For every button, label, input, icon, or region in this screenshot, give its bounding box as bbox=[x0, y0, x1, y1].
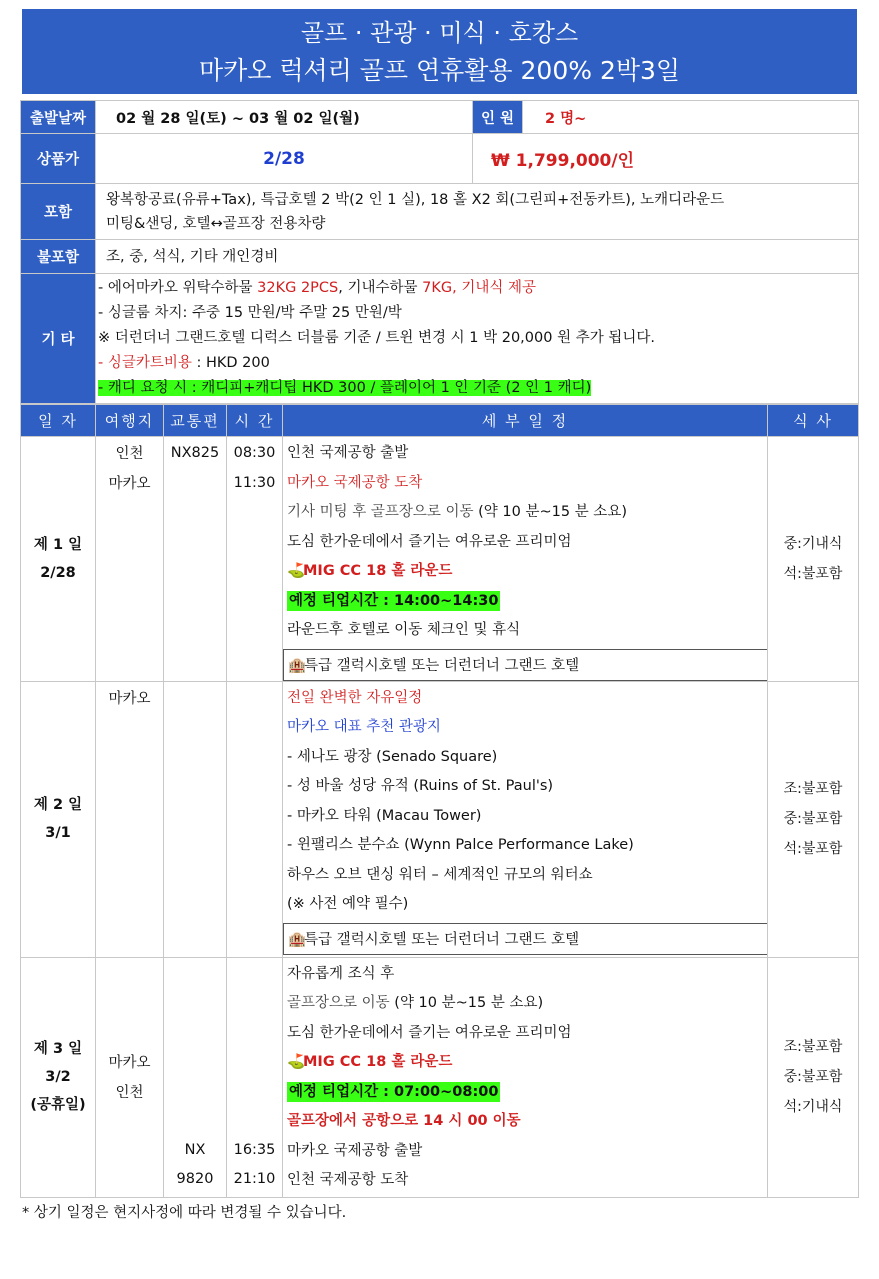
col-header-day: 일 자 bbox=[21, 405, 96, 437]
day-3-destination: 마카오 인천 bbox=[96, 957, 164, 1197]
day-1-destination: 인천 마카오 bbox=[96, 437, 164, 682]
etc-line-2: - 싱글룸 차지: 주중 15 만원/박 주말 25 만원/박 bbox=[98, 305, 402, 321]
day-1-label: 제 1 일 2/28 bbox=[21, 437, 96, 682]
day-1-row bbox=[21, 437, 859, 682]
golf-cart-icon: ⛳ bbox=[287, 563, 306, 579]
header-title: 마카오 럭셔리 골프 연휴활용 200% 2박3일 bbox=[198, 56, 681, 85]
departure-value: 02 월 28 일(토) ~ 03 월 02 일(월) bbox=[96, 101, 473, 134]
day-2-flight bbox=[164, 681, 227, 957]
col-header-transport: 교통편 bbox=[164, 405, 227, 437]
day-2-hotel: 🏨특급 갤럭시호텔 또는 더런더너 그랜드 호텔 bbox=[283, 923, 768, 955]
people-label: 인 원 bbox=[473, 101, 523, 134]
etc-line-3: ※ 더런더너 그랜드호텔 디럭스 더블룸 기준 / 트윈 변경 시 1 박 20,000 원 추가 됩니다. bbox=[98, 330, 655, 346]
price-value: ₩ 1,799,000/인 bbox=[473, 134, 859, 184]
product-info-table bbox=[20, 100, 859, 404]
included-label: 포함 bbox=[21, 184, 96, 240]
etc-label: 기 타 bbox=[21, 274, 96, 404]
departure-label: 출발날짜 bbox=[21, 101, 96, 134]
etc-line-4: - 싱글카트비용 : HKD 200 bbox=[98, 355, 270, 371]
page-header bbox=[22, 9, 857, 94]
hotel-icon: 🏨 bbox=[288, 657, 307, 674]
day-3-details: 자유롭게 조식 후 골프장으로 이동 (약 10 분~15 분 소요) 도심 한가운데에서 즐기는 여유로운 프리미엄 ⛳MIG CC 18 홀 라운드 예정 티업시간 : 07:00~08:00 골프장에서 공항으로 14 시 00 이동 마카오 국제공항 출발 인천 국제공항 도착 bbox=[283, 957, 768, 1197]
day-3-times: 16:35 21:10 bbox=[227, 957, 283, 1197]
day-2-destination: 마카오 bbox=[96, 681, 164, 957]
etc-line-1: - 에어마카오 위탁수하물 32KG 2PCS, 기내수하물 7KG, 기내식 제공 bbox=[98, 280, 536, 296]
day-1-meals: 중:기내식 석:불포함 bbox=[768, 437, 859, 682]
footnote: * 상기 일정은 현지사정에 따라 변경될 수 있습니다. bbox=[22, 1205, 347, 1221]
day-1-flight: NX825 bbox=[164, 437, 227, 682]
included-line-2: 미팅&샌딩, 호텔↔골프장 전용차량 bbox=[106, 215, 326, 232]
hotel-icon: 🏨 bbox=[288, 931, 307, 948]
itinerary-table bbox=[20, 404, 859, 1198]
day-2-details: 전일 완벽한 자유일정 마카오 대표 추천 관광지 - 세나도 광장 (Senado Square) - 성 바울 성당 유적 (Ruins of St. Paul's) - 마카오 타워 (Macau Tower) - 윈팰리스 분수쇼 (Wynn Palce Performance Lake) 하우스 오브 댄싱 워터 – 세계적인 규모의 워터쇼 (※ 사전 예약 필수) 🏨특급 갤럭시호텔 또는 더런더너 그랜드 호텔 bbox=[283, 681, 768, 957]
included-value bbox=[96, 184, 859, 240]
people-value: 2 명~ bbox=[523, 101, 859, 134]
col-header-details: 세 부 일 정 bbox=[283, 405, 768, 437]
day-1-hotel: 🏨특급 갤럭시호텔 또는 더런더너 그랜드 호텔 bbox=[283, 649, 768, 681]
day-2-times bbox=[227, 681, 283, 957]
day-1-details: 인천 국제공항 출발 마카오 국제공항 도착 기사 미팅 후 골프장으로 이동 (약 10 분~15 분 소요) 도심 한가운데에서 즐기는 여유로운 프리미엄 ⛳MIG CC 18 홀 라운드 예정 티업시간 : 14:00~14:30 라운드후 호텔로 이동 체크인 및 휴식 🏨특급 갤럭시호텔 또는 더런더너 그랜드 호텔 bbox=[283, 437, 768, 682]
price-label: 상품가 bbox=[21, 134, 96, 184]
col-header-meal: 식 사 bbox=[768, 405, 859, 437]
day-3-label: 제 3 일 3/2 (공휴일) bbox=[21, 957, 96, 1197]
header-tagline: 골프 · 관광 · 미식 · 호캉스 bbox=[300, 19, 579, 47]
day-3-row bbox=[21, 957, 859, 1197]
etc-value bbox=[96, 274, 859, 404]
day-3-meals: 조:불포함 중:불포함 석:기내식 bbox=[768, 957, 859, 1197]
col-header-time: 시 간 bbox=[227, 405, 283, 437]
excluded-value: 조, 중, 석식, 기타 개인경비 bbox=[96, 240, 859, 274]
golf-cart-icon: ⛳ bbox=[287, 1054, 306, 1070]
excluded-label: 불포함 bbox=[21, 240, 96, 274]
included-line-1: 왕복항공료(유류+Tax), 특급호텔 2 박(2 인 1 실), 18 홀 X2 회(그린피+전동카트), 노캐디라운드 bbox=[106, 191, 725, 208]
day-3-flight: NX 9820 bbox=[164, 957, 227, 1197]
day-1-times: 08:30 11:30 bbox=[227, 437, 283, 682]
day-2-label: 제 2 일 3/1 bbox=[21, 681, 96, 957]
day-2-meals: 조:불포함 중:불포함 석:불포함 bbox=[768, 681, 859, 957]
price-date: 2/28 bbox=[96, 134, 473, 184]
col-header-destination: 여행지 bbox=[96, 405, 164, 437]
day-2-row bbox=[21, 681, 859, 957]
etc-line-5: - 캐디 요청 시 : 캐디피+캐디팁 HKD 300 / 플레이어 1 인 기준 (2 인 1 캐디) bbox=[98, 380, 592, 396]
